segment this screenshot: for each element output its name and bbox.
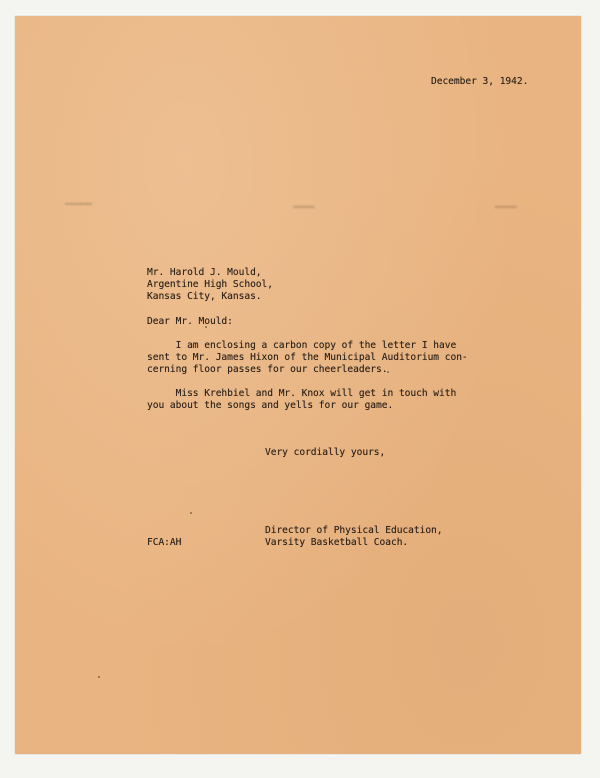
recipient-name: Mr. Harold J. Mould, [147,267,262,278]
recipient-city: Kansas City, Kansas. [147,291,262,302]
bleed-through-mark: ▂▂▂▂▂ [65,196,93,206]
paragraph-2-line-1: Miss Krehbiel and Mr. Knox will get in touch with [147,388,457,399]
signer-title-1: Director of Physical Education, [265,525,443,536]
bleed-through-mark: ▂▂▂▂ [293,199,315,209]
paper-speck [98,676,100,678]
salutation: Dear Mr. Mould: [147,316,233,327]
paragraph-2-line-2: you about the songs and yells for our game. [147,400,394,411]
bleed-through-mark: ▂▂▂▂ [495,199,517,209]
signer-title-2: Varsity Basketball Coach. [265,537,409,548]
letter-date: December 3, 1942. [431,76,529,87]
paragraph-1-line-3: cerning floor passes for our cheerleaders. [147,364,388,375]
closing: Very cordially yours, [265,447,386,458]
paper-speck [190,512,192,514]
letter-page [15,16,581,754]
reference-initials: FCA:AH [147,537,182,548]
paragraph-1-line-2: sent to Mr. James Hixon of the Municipal Auditorium con- [147,352,468,363]
recipient-school: Argentine High School, [147,279,273,290]
paragraph-1-line-1: I am enclosing a carbon copy of the letter I have [147,340,457,351]
